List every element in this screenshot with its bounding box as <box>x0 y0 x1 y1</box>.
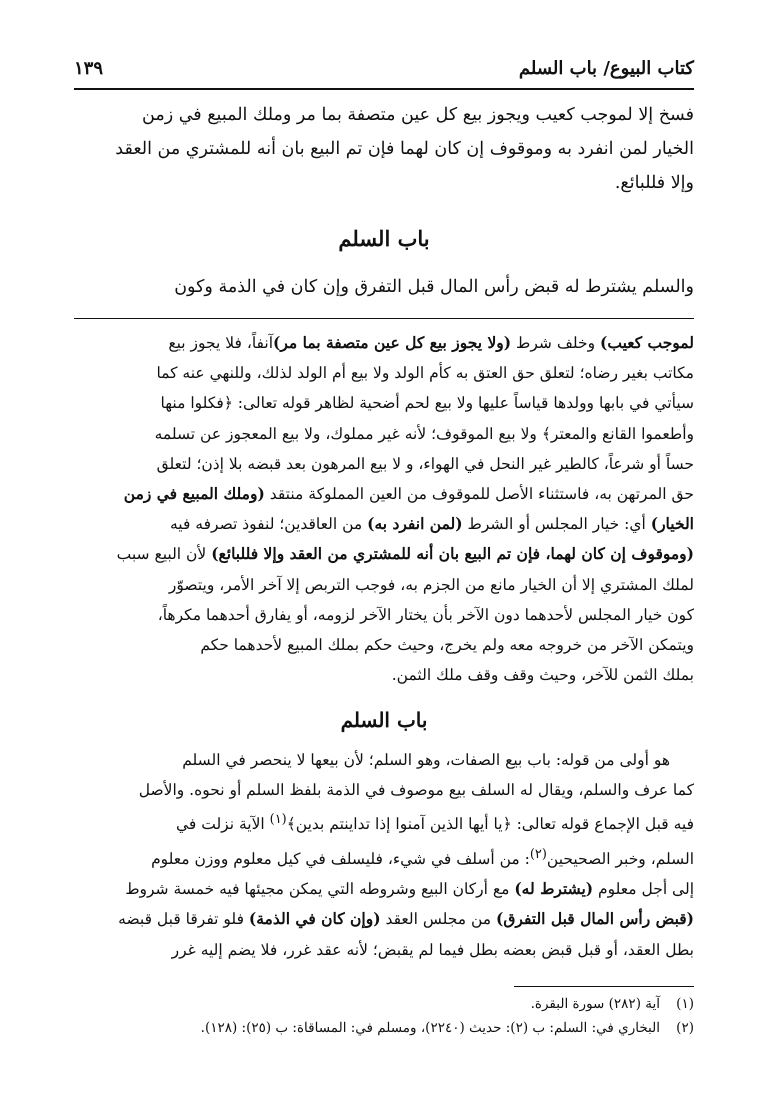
matn-commentary-separator <box>74 318 694 319</box>
text-line: سيأتي في بابها وولدها قياساً عليها ولا بيع لحم أضحية لظاهر قوله تعالى: ﴿فكلوا منها <box>160 394 694 413</box>
footnote-ref[interactable]: (٢) <box>529 846 547 862</box>
text-line: (قبض رأس المال قبل التفرق) من مجلس العقد (وإن كان في الذمة) فلو تفرقا قبل قبضه <box>118 909 694 929</box>
text-line: مكاتب بغير رضاه؛ لتعلق حق العتق به كأم الولد ولا بيع أم الولد لذلك، وللنهي عنه كما <box>156 364 694 383</box>
text-line: فيه قبل الإجماع قوله تعالى: ﴿يا أيها الذين آمنوا إذا تداينتم بدين﴾$^{(١)}$ الآية نزلت في <box>175 812 694 834</box>
text-line: الخيار) أي: خيار المجلس أو الشرط (لمن انفرد به) من العاقدين؛ لنفوذ تصرفه فيه <box>169 514 694 534</box>
footnote: (٢)البخاري في: السلم: ب (٢): حديث (٢٢٤٠)، ومسلم في: المساقاة: ب (٢٥): (١٢٨). <box>200 1020 694 1036</box>
text-line: حق المرتهن به، فاستثناء الأصل للموقوف من العين المملوكة منتقد (وملك المبيع في زمن <box>123 484 694 504</box>
text-line: حساً أو شرعاً، كالطير غير النحل في الهواء، و لا بيع المرهون بعد قبضه بلا إذن؛ لتعلق <box>156 454 694 473</box>
commentary-block <box>74 328 694 690</box>
book-page <box>74 40 694 1080</box>
text-line: الخيار لمن انفرد به وموقوف إن كان لهما فإن تم البيع بان أنه للمشتري من العقد <box>115 139 694 159</box>
commentary-block <box>74 745 694 965</box>
text-line: السلم، وخبر الصحيحين$^{(٢)}$: من أسلف في شيء، فليسلف في كيل معلوم ووزن معلوم <box>151 846 694 868</box>
text-line: بطل العقد، أو قبل قبض بعضه بطل فيما لم يقبض؛ لأنه عقد غرر، فلا يضم إليه غرر <box>171 940 694 959</box>
text-line: بملك الثمن للآخر، وحيث وقف وقف ملك الثمن. <box>391 666 694 685</box>
text-line: إلى أجل معلوم (يشترط له) مع أركان البيع وشروطه التي يمكن مجيئها فيه خمسة شروط <box>125 879 694 899</box>
page-number: ١٣٩ <box>74 58 104 79</box>
footnote: (١)آية (٢٨٢) سورة البقرة. <box>530 996 694 1012</box>
section-title: باب السلم <box>338 226 430 251</box>
matn-paragraph <box>74 98 694 200</box>
text-line: كون خيار المجلس لأحدهما دون الآخر بأن يختار الآخر لزومه، أو يفارق أحدهما مكرهاً، <box>157 605 694 624</box>
text-line: فسخ إلا لموجب كعيب ويجوز بيع كل عين متصفة بما مر وملك المبيع في زمن <box>142 105 694 125</box>
text-line: (وموقوف إن كان لهما، فإن تم البيع بان أنه للمشتري من العقد وإلا فللبائع) لأن البيع سبب <box>116 544 694 564</box>
text-line: هو أولى من قوله: باب بيع الصفات، وهو السلم؛ لأن بيعها لا ينحصر في السلم <box>182 751 670 769</box>
text-line: كما عرف والسلم، ويقال له السلف بيع موصوف في الذمة بلفظ السلم أو نحوه. والأصل <box>138 781 694 800</box>
text-line: لموجب كعيب) وخلف شرط (ولا يجوز بيع كل عين متصفة بما مر)آنفاً، فلا يجوز بيع <box>168 333 694 352</box>
text-line: وأطعموا القانع والمعتر﴾ ولا بيع الموقوف؛ لأنه غير مملوك، ولا بيع المعجوز عن تسلمه <box>154 424 694 443</box>
running-header <box>74 58 694 86</box>
header-rule <box>74 88 694 90</box>
matn-line: والسلم يشترط له قبض رأس المال قبل التفرق وإن كان في الذمة وكون <box>174 277 694 297</box>
footnote-ref[interactable]: (١) <box>269 812 287 828</box>
text-line: لملك المشتري إلا أن الخيار مانع من الجزم به، فوجب التربص إلا آخر الأمر، ويتصوّر <box>168 575 694 594</box>
footnotes <box>74 992 694 1040</box>
footnote-rule <box>514 986 694 987</box>
text-line: وإلا فللبائع. <box>614 173 694 193</box>
section-title: باب السلم <box>340 708 428 732</box>
text-line: ويتمكن الآخر من خروجه معه ولم يخرج، وحيث حكم بملك المبيع لأحدهما حكم <box>200 636 694 655</box>
header-title: كتاب البيوع/ باب السلم <box>518 58 694 79</box>
